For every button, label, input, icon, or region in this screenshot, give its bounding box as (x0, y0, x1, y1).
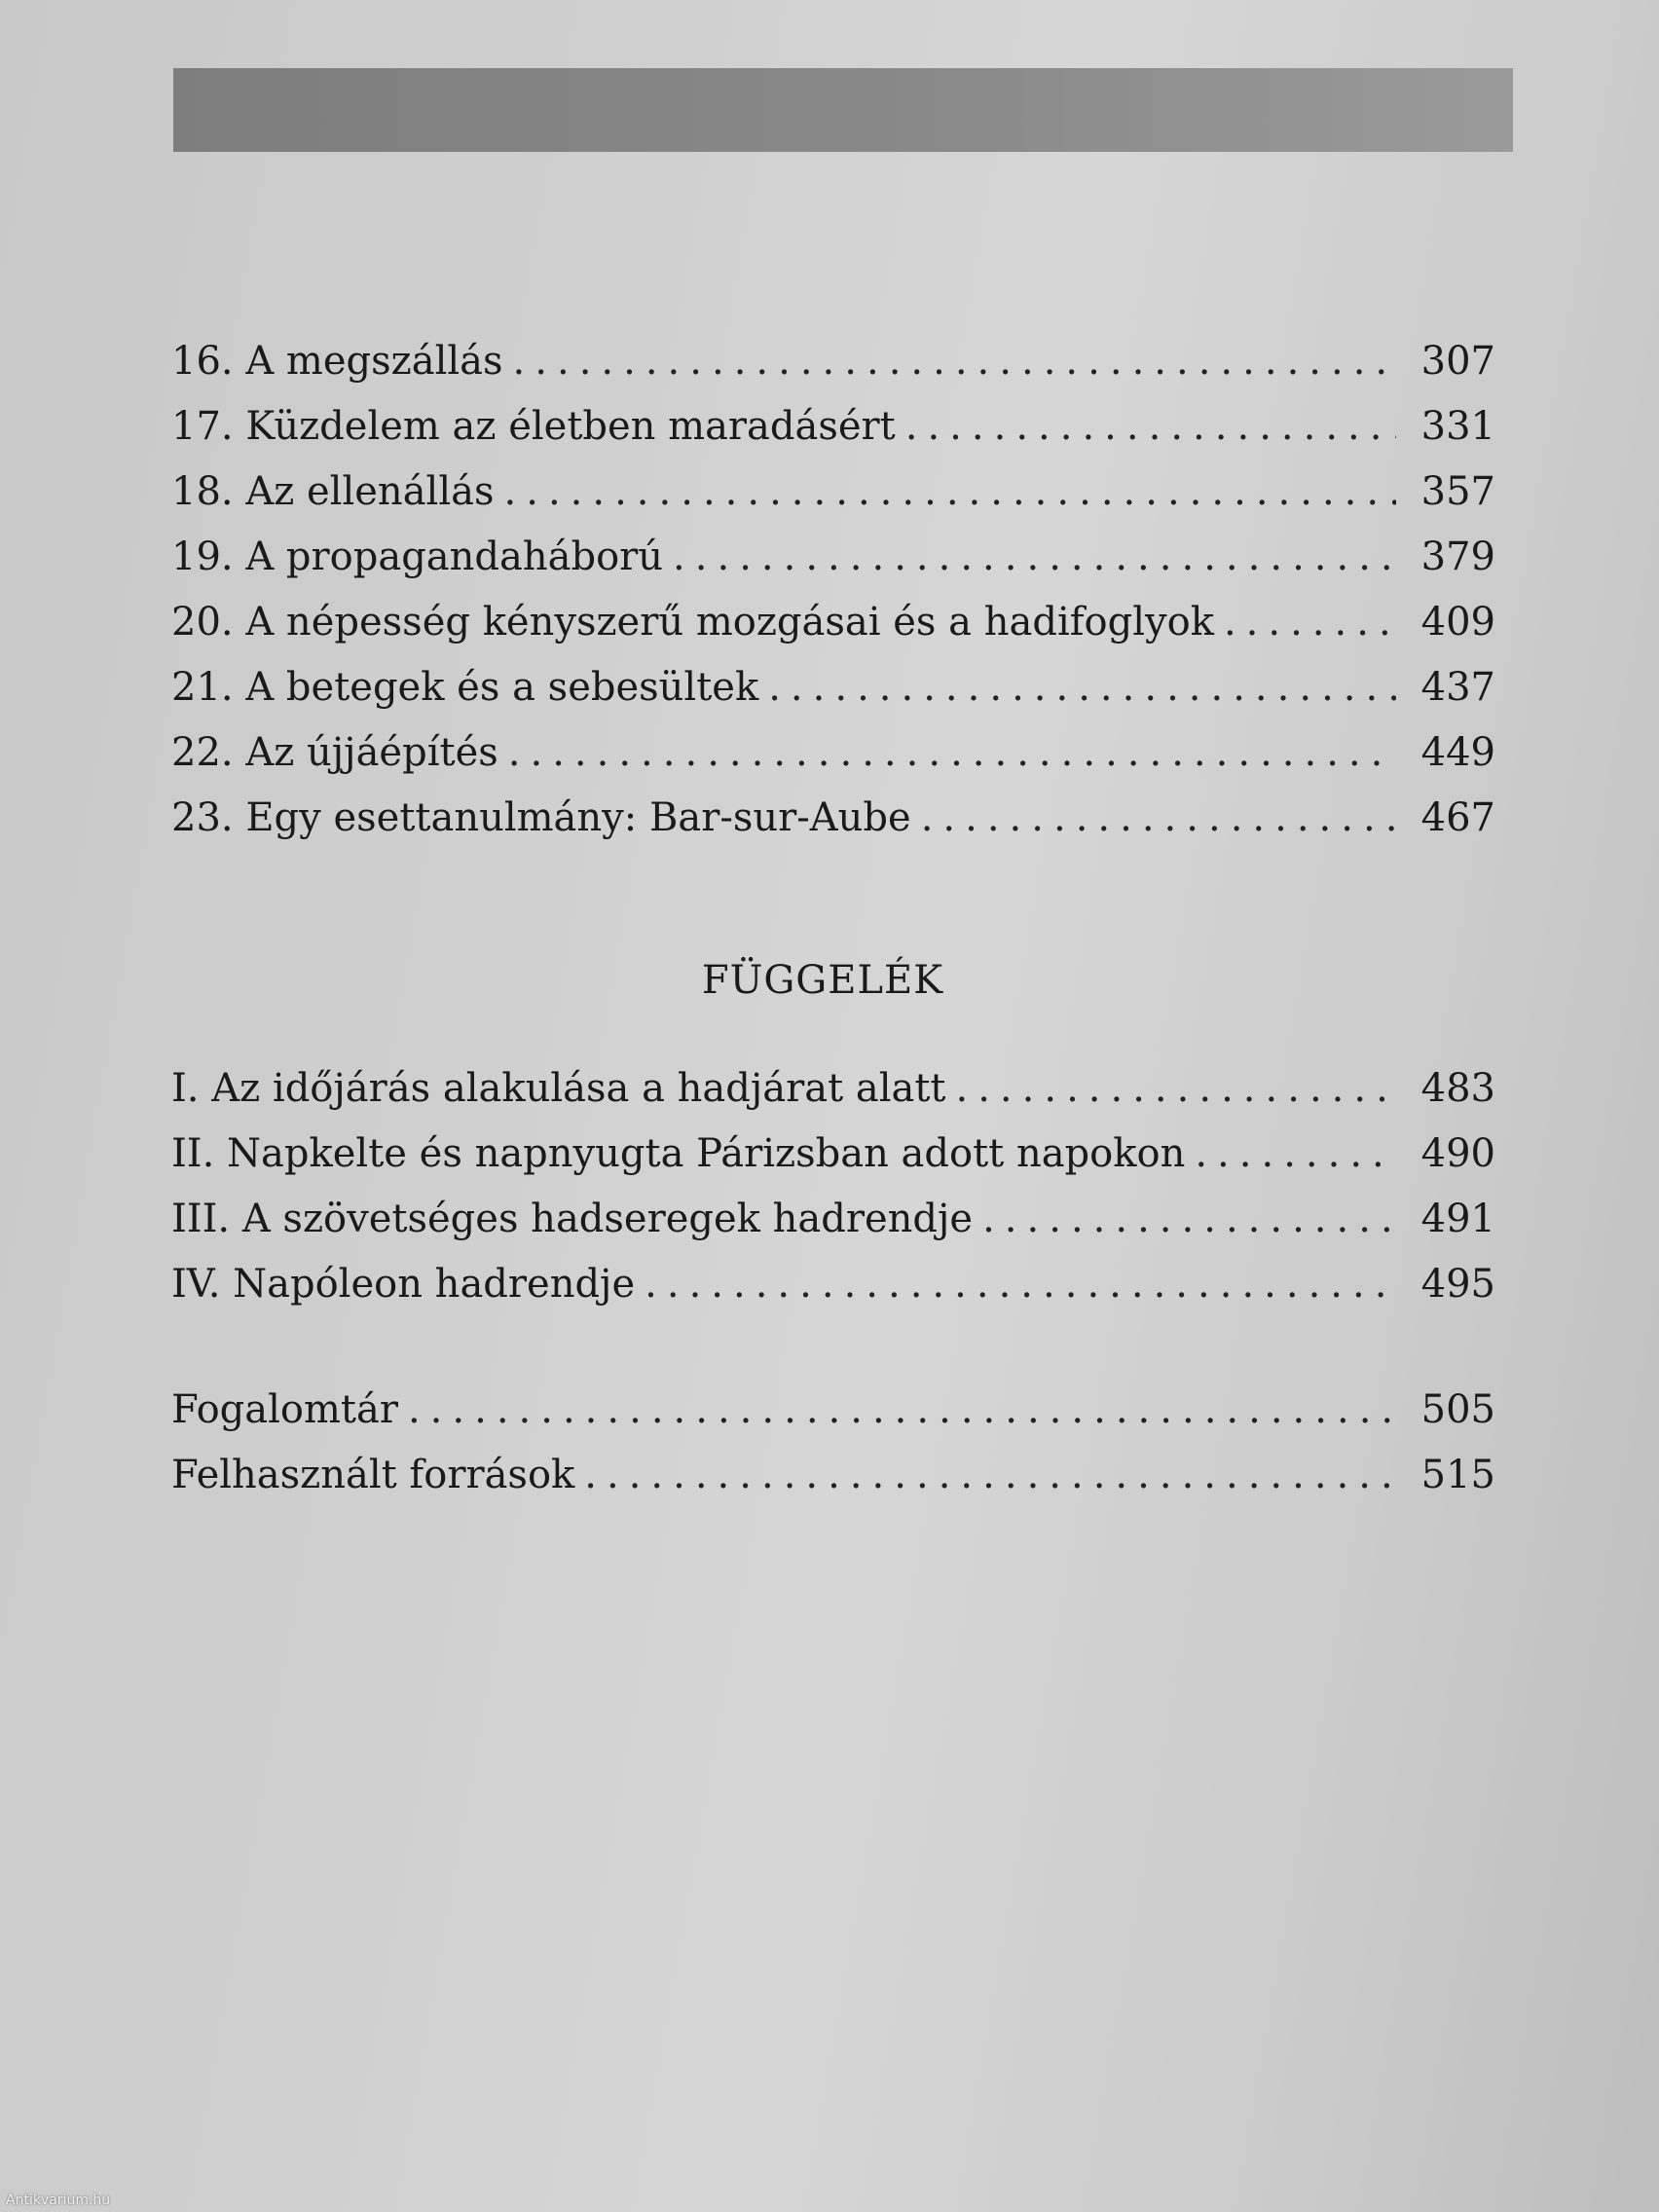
toc-entry-page: 437 (1420, 665, 1495, 710)
leader-dots (921, 786, 1396, 851)
leader-dots (1224, 590, 1396, 655)
toc-entry (171, 786, 1495, 851)
toc-appendix-list (171, 1056, 1495, 1317)
toc-entry-page: 357 (1420, 469, 1495, 514)
header-bar (173, 68, 1513, 152)
toc-entry-title: 23. Egy esettanulmány: Bar-sur-Aube (171, 795, 911, 840)
leader-dots (645, 1252, 1396, 1317)
toc-entry (171, 394, 1495, 460)
toc-entry-page: 491 (1420, 1197, 1495, 1241)
toc-entry-page: 449 (1420, 730, 1495, 775)
leader-dots (982, 1187, 1396, 1252)
toc-entry (171, 460, 1495, 525)
leader-dots (504, 460, 1396, 525)
leader-dots (513, 329, 1396, 394)
toc-entry-title: 21. A betegek és a sebesültek (171, 665, 759, 710)
toc-entry (171, 329, 1495, 394)
watermark: Antikvarium.hu (6, 2193, 111, 2208)
toc-entry-title: 18. Az ellenállás (171, 469, 495, 514)
leader-dots (584, 1443, 1396, 1508)
toc-entry (171, 1378, 1495, 1443)
toc-entry (171, 720, 1495, 786)
leader-dots (905, 394, 1396, 460)
toc-entry-page: 490 (1420, 1131, 1495, 1176)
toc-entry-title: 16. A megszállás (171, 339, 503, 384)
toc-entry-title: 20. A népesség kényszerű mozgásai és a hadifoglyok (171, 600, 1214, 645)
toc-entry-page: 379 (1420, 535, 1495, 579)
leader-dots (768, 655, 1396, 720)
leader-dots (956, 1056, 1397, 1122)
toc-entry (171, 1187, 1495, 1252)
leader-dots (673, 525, 1396, 590)
toc-entry-title: Felhasznált források (171, 1453, 575, 1497)
toc-entry-page: 467 (1420, 795, 1495, 840)
toc-entry-title: II. Napkelte és napnyugta Párizsban adott napokon (171, 1131, 1186, 1176)
toc-entry-page: 515 (1420, 1453, 1495, 1497)
appendix-heading: FÜGGELÉK (701, 958, 944, 1003)
toc-entry (171, 655, 1495, 720)
toc-entry-title: Fogalomtár (171, 1387, 398, 1432)
toc-entry (171, 1122, 1495, 1187)
toc-entry-page: 307 (1420, 339, 1495, 384)
toc-entry-title: III. A szövetséges hadseregek hadrendje (171, 1197, 974, 1241)
leader-dots (508, 720, 1396, 786)
leader-dots (1195, 1122, 1396, 1187)
toc-extra-list (171, 1378, 1495, 1508)
toc-entry-page: 331 (1420, 404, 1495, 449)
toc-entry-title: 19. A propagandaháború (171, 535, 664, 579)
toc-main-list (171, 329, 1495, 851)
toc-entry-page: 483 (1420, 1066, 1495, 1111)
toc-entry-title: 17. Küzdelem az életben maradásért (171, 404, 896, 449)
toc-entry-page: 409 (1420, 600, 1495, 645)
toc-entry-title: 22. Az újjáépítés (171, 730, 498, 775)
toc-entry-page: 495 (1420, 1262, 1495, 1307)
toc-entry (171, 525, 1495, 590)
leader-dots (408, 1378, 1396, 1443)
toc-entry (171, 590, 1495, 655)
toc-entry-title: I. Az időjárás alakulása a hadjárat alatt (171, 1066, 946, 1111)
toc-entry-title: IV. Napóleon hadrendje (171, 1262, 636, 1307)
toc-entry-page: 505 (1420, 1387, 1495, 1432)
toc-entry (171, 1056, 1495, 1122)
toc-entry (171, 1443, 1495, 1508)
toc-entry (171, 1252, 1495, 1317)
